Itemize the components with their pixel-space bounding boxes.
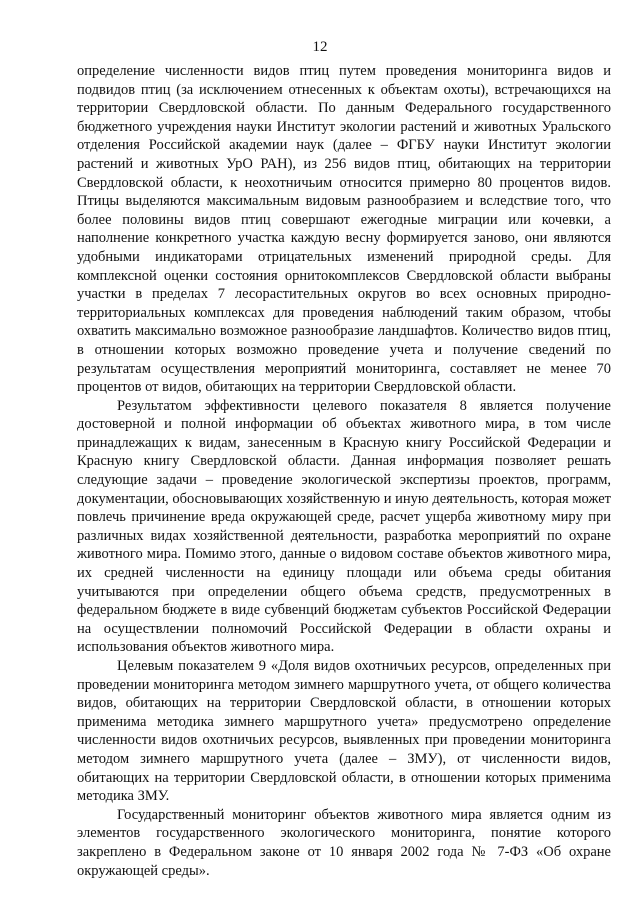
paragraph-indicator-9: Целевым показателем 9 «Доля видов охотничьих ресурсов, определенных при проведении мониторинга методом зимнего маршрутного учета, от общего количества видов, обитающих на территории Свердловской области, в отношении которых применима методика зимнего маршрутного учета» предусмотрено определение численности видов охотничьих ресурсов, выявленных при проведении мониторинга методом зимнего маршрутного учета (далее – ЗМУ), от численности видов, обитающих на территории Свердловской области, в отношении которых применима методика ЗМУ. bbox=[77, 658, 611, 805]
page-number: 12 bbox=[312, 39, 328, 55]
paragraph-birds-monitoring: определение численности видов птиц путем проведения мониторинга видов и подвидов птиц (за исключением отнесенных к объектам охоты), встречающихся на территории Свердловской области. По данным Федерального государственного бюджетного учреждения науки Институт экологии растений и животных Уральского отделения Российской академии наук (далее – ФГБУ науки Институт экологии растений и животных УрО РАН), из 256 видов птиц, обитающих на территории Свердловской области, к неохотничьим относится примерно 80 процентов видов. Птицы выделяются максимальным видовым разнообразием и вследствие того, что более половины видов птиц совершают ежегодные миграции или кочевки, а наполнение конкретного участка каждую весну формируется заново, они являются удобными индикаторами отрицательных изменений природной среды. Для комплексной оценки состояния орнитокомплексов Свердловской области выбраны участки в пределах 7 лесорастительных округов во всех основных природно-территориальных комплексах для проведения наблюдений таким образом, чтобы охватить максимально возможное разнообразие ландшафтов. Количество видов птиц, в отношении которых возможно проведение учета и получение сведений по результатам осуществления мероприятий мониторинга, составляет не менее 70 процентов от видов, обитающих на территории Свердловской области. bbox=[77, 63, 611, 396]
body-text bbox=[77, 62, 611, 880]
paragraph-state-monitoring: Государственный мониторинг объектов животного мира является одним из элементов государственного экологического мониторинга, понятие которого закреплено в Федеральном законе от 10 января 2002 года № 7-ФЗ «Об охране окружающей среды». bbox=[77, 806, 611, 879]
paragraph-indicator-8: Результатом эффективности целевого показателя 8 является получение достоверной и полной информации об объектах животного мира, в том числе принадлежащих к видам, занесенным в Красную книгу Российской Федерации и Красную книгу Свердловской области. Данная информация позволяет решать следующие задачи – проведение экологической экспертизы проектов, программ, документации, обосновывающих хозяйственную и иную деятельность, которая может повлечь причинение вреда окружающей среде, расчет ущерба животному миру при различных видах хозяйственной деятельности, разработка мероприятий по охране животного мира. Помимо этого, данные о видовом составе объектов животного мира, их средней численности на единицу площади или объема среды обитания учитываются при определении общего объема средств, предусмотренных в федеральном бюджете в виде субвенций бюджетам субъектов Российской Федерации на осуществлении полномочий Российской Федерации в области охраны и использования объектов животного мира. bbox=[77, 397, 611, 656]
